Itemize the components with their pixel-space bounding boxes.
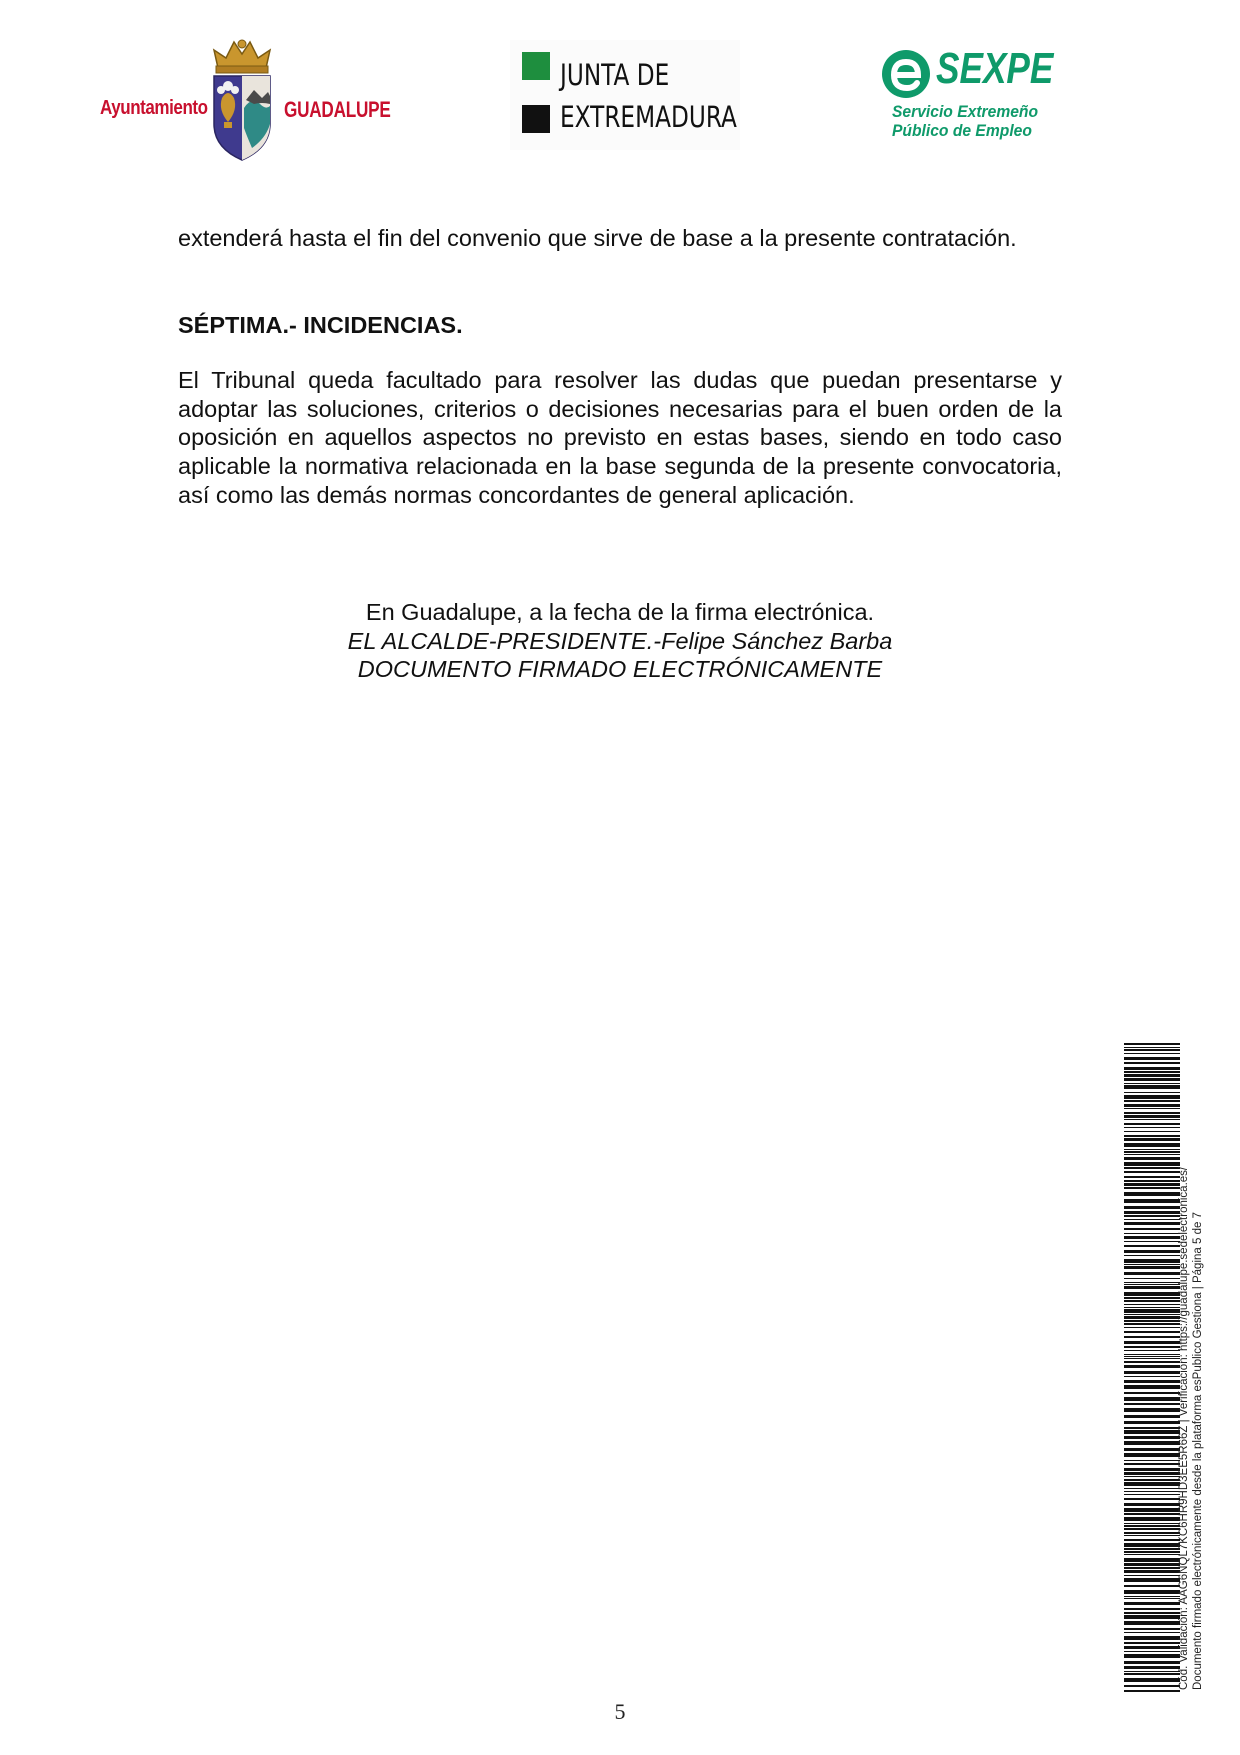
barcode-bar — [1124, 1176, 1180, 1178]
barcode-bar — [1124, 1057, 1180, 1060]
barcode-bar — [1124, 1071, 1180, 1073]
barcode-bar — [1124, 1543, 1180, 1547]
barcode-bar — [1124, 1250, 1180, 1253]
barcode-bar — [1124, 1304, 1180, 1305]
barcode-bar — [1124, 1436, 1180, 1439]
barcode-bar — [1124, 1346, 1180, 1348]
barcode-bar — [1124, 1371, 1180, 1374]
barcode-bar — [1124, 1671, 1180, 1672]
barcode-bar — [1124, 1228, 1180, 1230]
barcode-bar — [1124, 1548, 1180, 1550]
barcode-bar — [1124, 1585, 1180, 1587]
barcode-bar — [1124, 1336, 1180, 1338]
barcode-bar — [1124, 1578, 1180, 1582]
signed-note: DOCUMENTO FIRMADO ELECTRÓNICAMENTE — [357, 656, 883, 683]
barcode-bar — [1124, 1236, 1180, 1239]
barcode-bar — [1124, 1222, 1180, 1225]
barcode-bar — [1124, 1143, 1180, 1147]
barcode-bar — [1124, 1482, 1180, 1486]
continued-paragraph: extenderá hasta el fin del convenio que sirve de base a la presente contratación. — [178, 225, 1017, 251]
page-number: 5 — [614, 1699, 626, 1724]
barcode-bar — [1124, 1149, 1180, 1150]
barcode-bar — [1124, 1115, 1180, 1118]
barcode-bar — [1124, 1376, 1180, 1377]
barcode-bar — [1124, 1354, 1180, 1355]
barcode-bar — [1124, 1272, 1180, 1275]
barcode-bar — [1124, 1567, 1180, 1569]
barcode-bar — [1124, 1558, 1180, 1562]
barcode-bar — [1124, 1397, 1180, 1401]
barcode-bar — [1124, 1491, 1180, 1492]
barcode-bar — [1124, 1661, 1180, 1664]
barcode-bar — [1124, 1523, 1180, 1524]
barcode-bar — [1124, 1314, 1180, 1315]
sexpe-logo — [880, 44, 1080, 148]
barcode-bar — [1124, 1513, 1180, 1515]
barcode-bar — [1124, 1453, 1180, 1457]
barcode-bar — [1124, 1427, 1180, 1429]
black-square-icon — [522, 105, 550, 133]
barcode-bar — [1124, 1448, 1180, 1451]
barcode-bar — [1124, 1154, 1180, 1155]
barcode-bar — [1124, 1615, 1180, 1619]
barcode-bar — [1124, 1358, 1180, 1359]
barcode-bar — [1124, 1085, 1180, 1089]
barcode-bar — [1124, 1430, 1180, 1434]
barcode-bar — [1124, 1320, 1180, 1322]
barcode-bar — [1124, 1385, 1180, 1389]
barcode-bar — [1124, 1162, 1180, 1166]
body-paragraph: El Tribunal queda facultado para resolver las dudas que puedan presentarse y adoptar las soluciones, criterios o decisiones necesarias para el buen orden de la oposición en aquellos aspectos no previsto en estas bases, siendo en todo caso aplicable la normativa relacionada en la base segunda de la presente convocatoria, así como las demás normas concordantes de general aplicación. — [178, 367, 1062, 508]
barcode-bar — [1124, 1127, 1180, 1128]
barcode-bar — [1124, 1307, 1180, 1308]
barcode-bar — [1124, 1590, 1180, 1594]
barcode-bar — [1124, 1678, 1180, 1682]
barcode-bar — [1124, 1331, 1180, 1333]
coat-of-arms-icon — [208, 38, 276, 164]
barcode-bar — [1124, 1642, 1180, 1644]
sexpe-subtitle-line1: Servicio Extremeño — [892, 102, 1039, 121]
barcode-bar — [1124, 1517, 1180, 1521]
barcode-bar — [1124, 1608, 1180, 1610]
guadalupe-label: GUADALUPE — [284, 97, 391, 122]
barcode-bar — [1124, 1112, 1180, 1114]
barcode-bar — [1124, 1596, 1180, 1597]
barcode-bar — [1124, 1468, 1180, 1471]
barcode-bar — [1124, 1651, 1180, 1652]
barcode-bar — [1124, 1233, 1180, 1234]
barcode-bar — [1124, 1043, 1180, 1045]
barcode-bar — [1124, 1199, 1180, 1203]
barcode-bar — [1124, 1632, 1180, 1633]
barcode-bar — [1124, 1525, 1180, 1527]
barcode-bar — [1124, 1157, 1180, 1160]
barcode-bar — [1124, 1119, 1180, 1120]
ayuntamiento-label: Ayuntamiento — [100, 97, 208, 119]
barcode-bar — [1124, 1654, 1180, 1658]
barcode-bar — [1124, 1554, 1180, 1555]
barcode-bar — [1124, 1282, 1180, 1283]
barcode-bar — [1124, 1123, 1180, 1125]
barcode-bar — [1124, 1206, 1180, 1209]
barcode-bar — [1124, 1361, 1180, 1363]
barcode-bar — [1124, 1297, 1180, 1299]
barcode-bar — [1124, 1074, 1180, 1077]
barcode-bar — [1124, 1551, 1180, 1553]
barcode-bar — [1124, 1241, 1180, 1242]
validation-code-line: Cód. Validación: AAG6NQL7KC6HR9HD3EE5R66Z | Verificación: https://guadalupe.sedelectronica.es/ — [1178, 1166, 1190, 1690]
barcode-bar — [1124, 1323, 1180, 1325]
barcode-bar — [1124, 1284, 1180, 1285]
barcode-bar — [1124, 1131, 1180, 1132]
barcode-bar — [1124, 1180, 1180, 1182]
barcode-bar — [1124, 1570, 1180, 1573]
barcode-bar — [1124, 1138, 1180, 1141]
barcode-bar — [1124, 1488, 1180, 1489]
barcode-bar — [1124, 1598, 1180, 1599]
barcode-bar — [1124, 1528, 1180, 1530]
barcode-bar — [1124, 1539, 1180, 1541]
sexpe-name: SEXPE — [936, 44, 1054, 93]
electronic-signature-line: Documento firmado electrónicamente desde la plataforma esPublico Gestiona | Página 5 de 7 — [1191, 1212, 1204, 1690]
barcode-bar — [1124, 1255, 1180, 1256]
barcode-bar — [1124, 1327, 1180, 1328]
barcode-bar — [1124, 1135, 1180, 1137]
barcode-bar — [1124, 1286, 1180, 1289]
barcode-bar — [1124, 1408, 1180, 1412]
barcode-bar — [1124, 1563, 1180, 1566]
barcode-bar — [1124, 1183, 1180, 1186]
page-header — [0, 0, 1240, 180]
barcode-bar — [1124, 1463, 1180, 1465]
barcode-bar — [1124, 1049, 1180, 1051]
green-square-icon — [522, 52, 550, 80]
barcode-bar — [1124, 1602, 1180, 1605]
barcode-bar — [1124, 1666, 1180, 1669]
barcode-bar — [1124, 1673, 1180, 1675]
junta-extremadura-logo — [510, 40, 740, 150]
barcode-bar — [1124, 1365, 1180, 1368]
barcode-bar — [1124, 1685, 1180, 1687]
barcode-bar — [1124, 1612, 1180, 1614]
barcode-bar — [1124, 1646, 1180, 1649]
barcode-bar — [1124, 1067, 1180, 1070]
barcode-bar — [1124, 1104, 1180, 1107]
barcode-bar — [1124, 1472, 1180, 1475]
barcode-bar — [1124, 1187, 1180, 1189]
barcode-bar — [1124, 1092, 1180, 1093]
barcode-bar — [1124, 1350, 1180, 1351]
place-date-line: En Guadalupe, a la fecha de la firma electrónica. — [365, 599, 875, 625]
barcode-bar — [1124, 1628, 1180, 1630]
barcode-bar — [1124, 1441, 1180, 1445]
barcode-bar — [1124, 1508, 1180, 1512]
barcode-bar — [1124, 1245, 1180, 1247]
barcode-bar — [1124, 1575, 1180, 1576]
barcode-bar — [1124, 1403, 1180, 1405]
validation-barcode — [1124, 1043, 1180, 1695]
barcode-bar — [1124, 1151, 1180, 1153]
document-body — [178, 224, 1062, 509]
barcode-bar — [1124, 1053, 1180, 1054]
barcode-bar — [1124, 1211, 1180, 1214]
barcode-bar — [1124, 1494, 1180, 1495]
barcode-bar — [1124, 1479, 1180, 1481]
barcode-bar — [1124, 1503, 1180, 1506]
validation-text — [1178, 1167, 1205, 1690]
barcode-bar — [1124, 1292, 1180, 1296]
barcode-bar — [1124, 1341, 1180, 1344]
barcode-bar — [1124, 1421, 1180, 1424]
barcode-bar — [1124, 1621, 1180, 1625]
barcode-bar — [1124, 1278, 1180, 1279]
barcode-bar — [1124, 1167, 1180, 1169]
barcode-bar — [1124, 1316, 1180, 1319]
sexpe-subtitle-line2: Público de Empleo — [892, 121, 1032, 140]
barcode-bar — [1124, 1690, 1180, 1692]
barcode-bar — [1124, 1392, 1180, 1394]
barcode-bar — [1124, 1108, 1180, 1109]
barcode-bar — [1124, 1380, 1180, 1383]
barcode-bar — [1124, 1532, 1180, 1534]
barcode-bar — [1124, 1171, 1180, 1173]
barcode-bar — [1124, 1266, 1180, 1269]
barcode-bar — [1124, 1062, 1180, 1064]
junta-label: JUNTA DE — [560, 58, 670, 92]
ayuntamiento-guadalupe-logo — [100, 38, 391, 168]
barcode-bar — [1124, 1095, 1180, 1099]
barcode-bar — [1124, 1460, 1180, 1461]
barcode-bar — [1124, 1415, 1180, 1418]
barcode-bar — [1124, 1535, 1180, 1536]
barcode-bar — [1124, 1083, 1180, 1084]
barcode-bar — [1124, 1215, 1180, 1217]
signer-line: EL ALCALDE-PRESIDENTE.-Felipe Sánchez Barba — [347, 627, 893, 654]
barcode-bar — [1124, 1219, 1180, 1220]
barcode-bar — [1124, 1636, 1180, 1640]
section-title: SÉPTIMA.- INCIDENCIAS. — [178, 311, 463, 338]
barcode-bar — [1124, 1300, 1180, 1302]
barcode-bar — [1124, 1047, 1180, 1048]
barcode-bar — [1124, 1259, 1180, 1263]
barcode-bar — [1124, 1309, 1180, 1313]
barcode-bar — [1124, 1476, 1180, 1477]
barcode-bar — [1124, 1356, 1180, 1357]
barcode-bar — [1124, 1100, 1180, 1102]
barcode-bar — [1124, 1192, 1180, 1196]
barcode-bar — [1124, 1078, 1180, 1081]
extremadura-label: EXTREMADURA — [560, 100, 737, 134]
signature-block — [178, 598, 1062, 684]
sexpe-e-icon — [880, 48, 932, 100]
barcode-bar — [1124, 1264, 1180, 1265]
barcode-bar — [1124, 1498, 1180, 1500]
